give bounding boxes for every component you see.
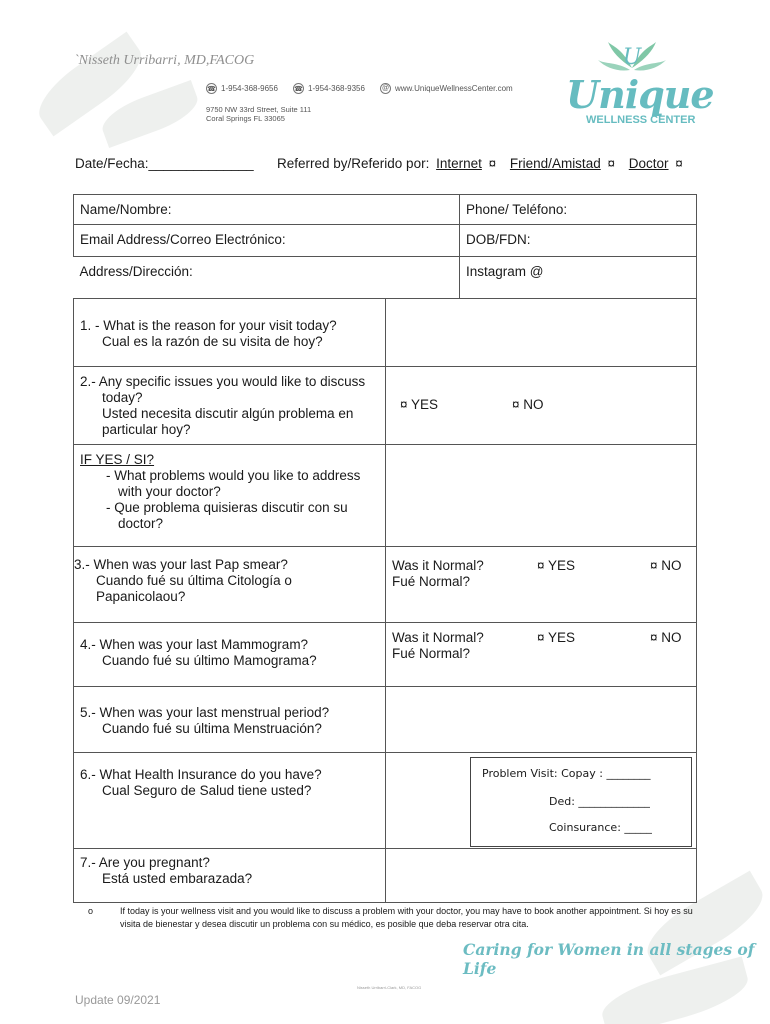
phone-2-text: 1-954-368-9356	[308, 84, 365, 93]
referred-label: Referred by/Referido por:	[277, 156, 430, 171]
email-field[interactable]	[74, 225, 460, 257]
referred-by	[277, 156, 686, 171]
question-5	[74, 687, 386, 753]
question-3	[74, 547, 386, 623]
if-yes-heading: IF YES / SI?	[80, 452, 155, 467]
update-date: Update 09/2021	[75, 993, 161, 1007]
question-2	[74, 367, 386, 445]
dob-label: DOB/FDN:	[466, 232, 531, 247]
q4-normal-es: Fué Normal?	[392, 646, 471, 661]
phone-label: Phone/ Teléfono:	[466, 202, 568, 217]
answer-if-yes[interactable]	[386, 445, 697, 547]
address-field[interactable]	[74, 257, 460, 299]
question-5-es: Cuando fué su última Menstruación?	[102, 721, 322, 736]
instagram-field[interactable]	[460, 257, 697, 299]
question-3-es: Cuando fué su última Citología o	[96, 573, 292, 588]
answer-5[interactable]	[386, 687, 697, 753]
web-icon: @	[381, 85, 390, 92]
q4-no-option[interactable]: ¤ NO	[650, 630, 682, 645]
email-label: Email Address/Correo Electrónico:	[80, 232, 286, 247]
question-1	[74, 299, 386, 367]
answer-4	[386, 623, 697, 687]
q2-no-option[interactable]: ¤ NO	[512, 397, 544, 412]
question-7-es: Está usted embarazada?	[102, 871, 253, 886]
date-field[interactable]: Date/Fecha:______________	[75, 156, 254, 171]
question-7	[74, 849, 386, 903]
question-4-en: 4.- When was your last Mammogram?	[80, 637, 309, 652]
question-4-es: Cuando fué su último Mamograma?	[102, 653, 317, 668]
name-field[interactable]	[74, 195, 460, 225]
small-print-name: Nisseth Urribarri-Clark, MD, FACOG	[357, 985, 422, 990]
q3-no-option[interactable]: ¤ NO	[650, 558, 682, 573]
if-yes-line-4: doctor?	[118, 516, 164, 531]
question-5-en: 5.- When was your last menstrual period?	[80, 705, 330, 720]
referral-option-friend[interactable]: Friend/Amistad	[509, 156, 601, 171]
q3-normal-es: Fué Normal?	[392, 574, 471, 589]
phone-icon: ☎	[206, 83, 217, 94]
dob-field[interactable]	[460, 225, 697, 257]
question-6	[74, 753, 386, 849]
website-text: www.UniqueWellnessCenter.com	[395, 84, 513, 93]
instagram-label: Instagram @	[466, 264, 544, 279]
answer-7[interactable]	[386, 849, 697, 903]
checkbox-friend[interactable]: ¤	[607, 156, 615, 171]
phone-icon: ☎	[293, 83, 304, 94]
svg-text:U: U	[622, 45, 642, 70]
question-3-es-2: Papanicolaou?	[96, 589, 186, 604]
name-label: Name/Nombre:	[80, 202, 172, 217]
question-1-es: Cual es la razón de su visita de hoy?	[102, 334, 323, 349]
tagline: Caring for Women in all stages of Life	[463, 940, 755, 978]
logo-wordmark: Unique	[566, 72, 714, 117]
answer-3	[386, 547, 697, 623]
doctor-name: `Nisseth Urribarri, MD,FACOG	[74, 53, 255, 68]
question-7-en: 7.- Are you pregnant?	[80, 855, 210, 870]
footnote-bullet: o	[88, 906, 94, 916]
phone-2	[293, 83, 365, 94]
question-1-en: 1. - What is the reason for your visit today?	[80, 318, 337, 333]
footnote: If today is your wellness visit and you would like to discuss a problem with your doctor, you may have to book another appointment. Si hoy es su visita de bienestar y desea discutir un problema con su médico, es posible que deba reservar otra cita.	[120, 906, 693, 929]
if-yes-question	[74, 445, 386, 547]
question-2-line-1: 2.- Any specific issues you would like to discuss	[80, 374, 366, 389]
if-yes-line-2: with your doctor?	[118, 484, 221, 499]
if-yes-line-3: - Que problema quisieras discutir con su	[106, 500, 348, 515]
logo-subtitle: WELLNESS CENTER	[586, 114, 696, 126]
q4-normal-en: Was it Normal?	[392, 630, 484, 645]
patient-info-table	[73, 194, 697, 299]
question-4	[74, 623, 386, 687]
coinsurance-field[interactable]: Coinsurance: _____	[549, 821, 652, 834]
q4-yes-option[interactable]: ¤ YES	[537, 630, 576, 645]
q2-yes-option[interactable]: ¤ YES	[400, 397, 439, 412]
address-label: Address/Dirección:	[79, 264, 193, 279]
q3-normal-en: Was it Normal?	[392, 558, 484, 573]
checkbox-internet[interactable]: ¤	[488, 156, 497, 171]
question-6-es: Cual Seguro de Salud tiene usted?	[102, 783, 312, 798]
top-line	[75, 156, 702, 171]
q3-yes-option[interactable]: ¤ YES	[537, 558, 576, 573]
question-2-line-3: Usted necesita discutir algún problema en	[102, 406, 354, 421]
phone-1	[206, 83, 278, 94]
address-line-1: 9750 NW 33rd Street, Suite 111	[206, 105, 312, 114]
if-yes-line-1: - What problems would you like to address	[106, 468, 361, 483]
address-line-2: Coral Springs FL 33065	[206, 114, 285, 123]
referral-option-doctor[interactable]: Doctor	[628, 156, 669, 171]
question-6-en: 6.- What Health Insurance do you have?	[80, 767, 322, 782]
q3-normal-label	[392, 558, 484, 590]
referral-option-internet[interactable]: Internet	[436, 156, 482, 171]
insurance-box	[470, 757, 692, 847]
question-3-en: 3.- When was your last Pap smear?	[74, 557, 288, 572]
phone-field[interactable]	[460, 195, 697, 225]
q4-normal-label	[392, 630, 484, 662]
question-2-line-2: today?	[102, 390, 143, 405]
copay-field[interactable]: Problem Visit: Copay : ________	[482, 767, 651, 780]
deductible-field[interactable]: Ded: _____________	[549, 795, 650, 808]
question-2-line-4: particular hoy?	[102, 422, 191, 437]
answer-2	[386, 367, 697, 445]
logo	[562, 38, 714, 130]
answer-1[interactable]	[386, 299, 697, 367]
website	[380, 83, 513, 94]
checkbox-doctor[interactable]: ¤	[675, 156, 683, 171]
phone-1-text: 1-954-368-9656	[221, 84, 278, 93]
